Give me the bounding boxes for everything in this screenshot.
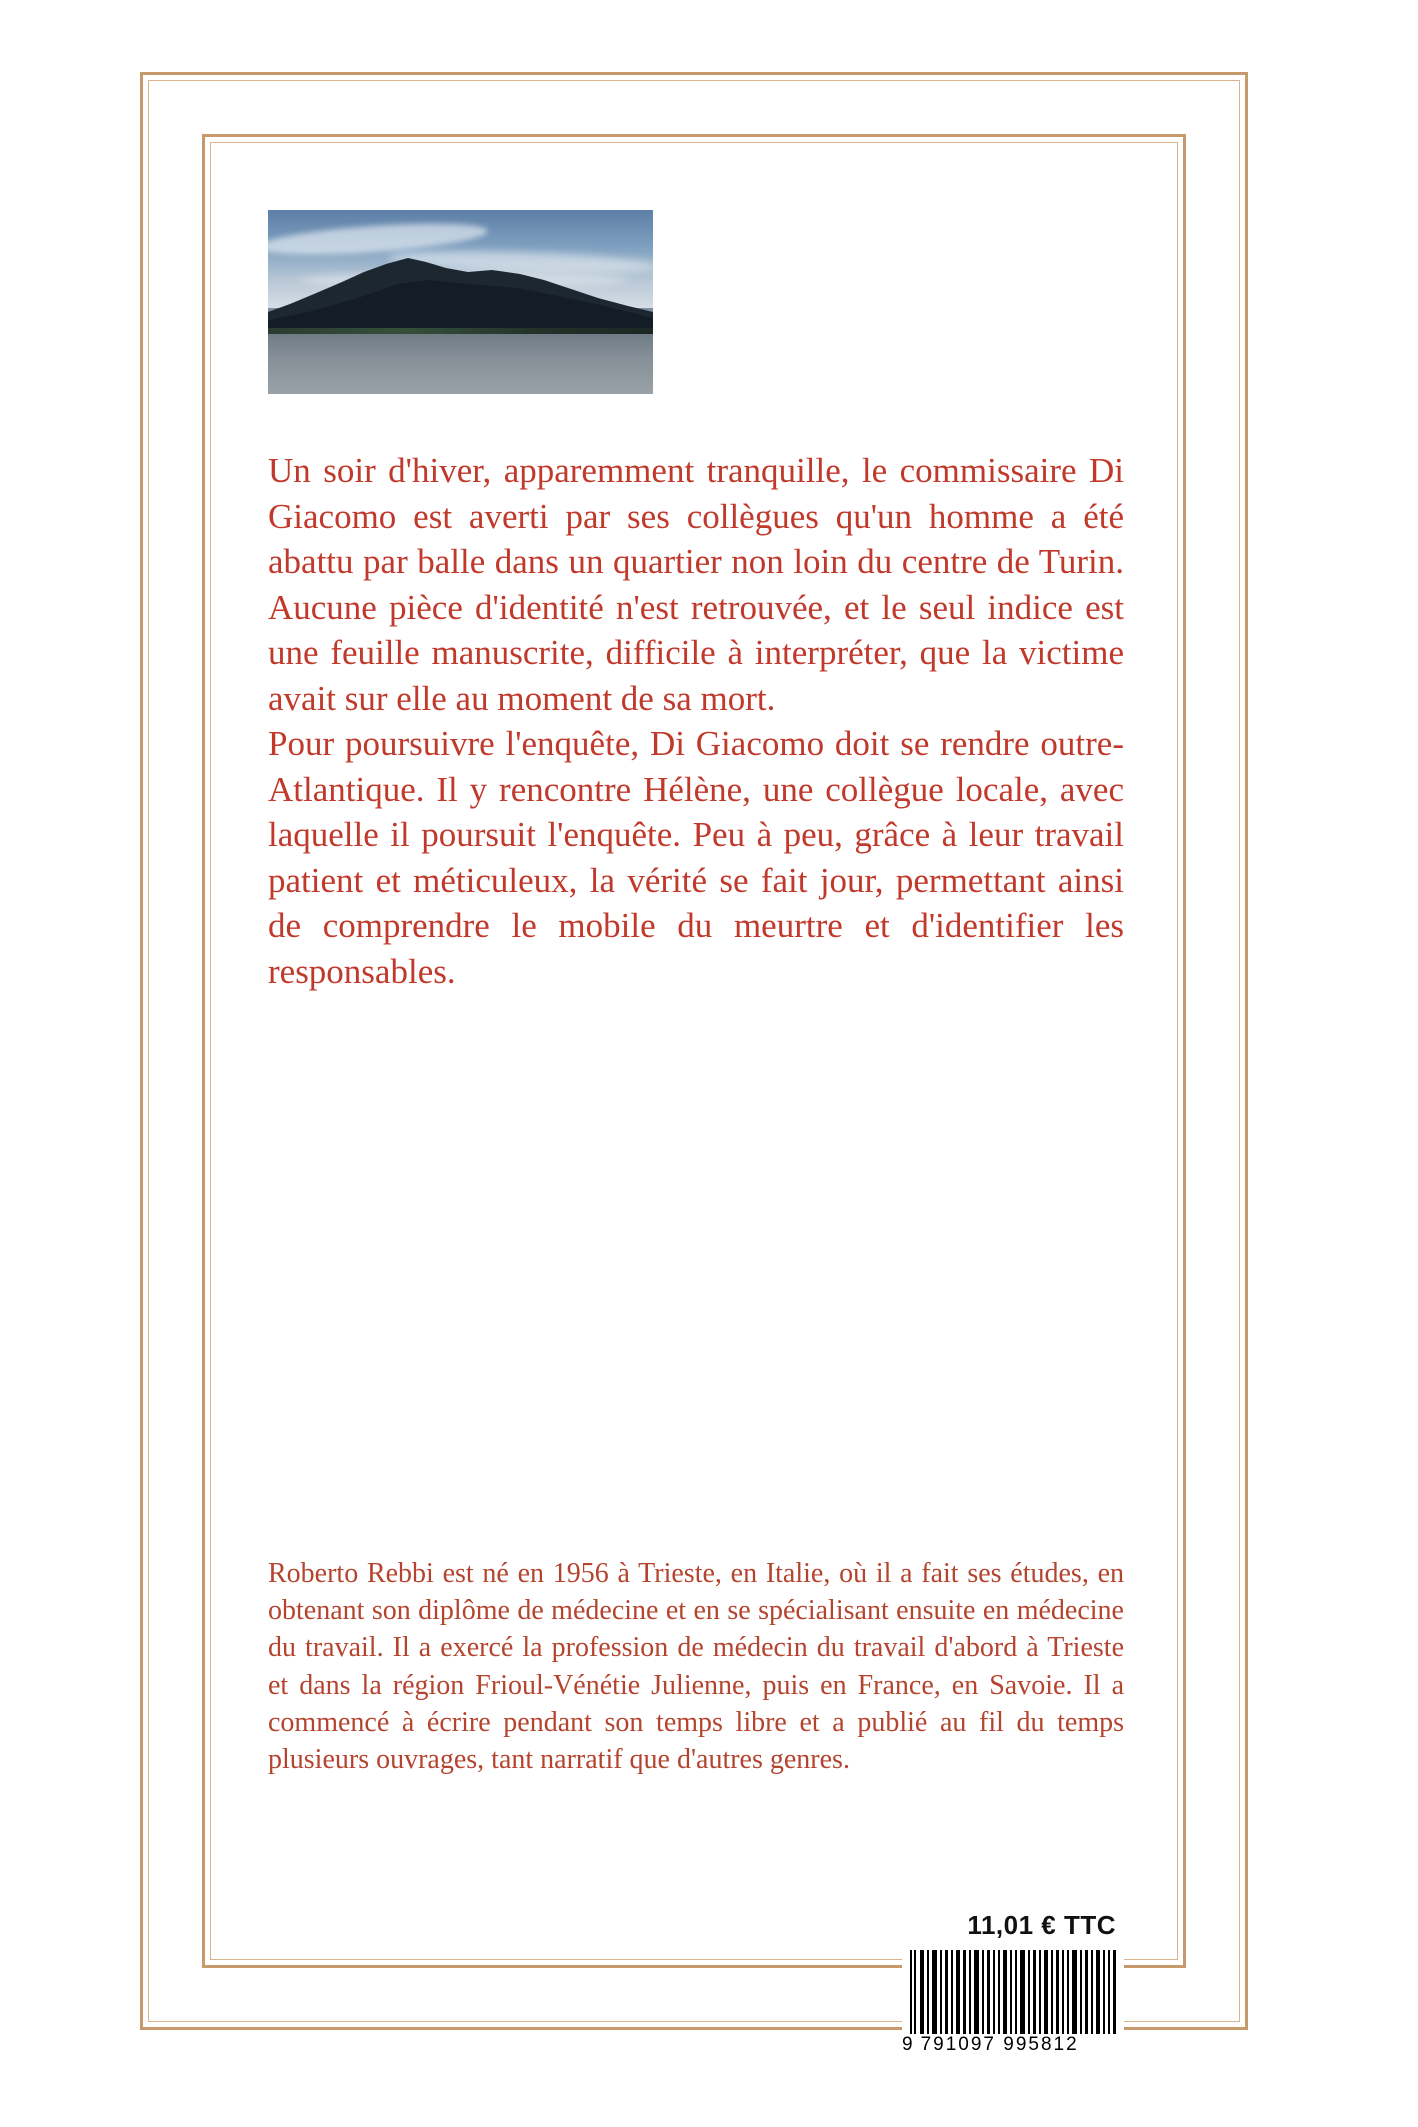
back-cover-blurb xyxy=(268,448,1124,994)
photo-water xyxy=(268,334,653,394)
barcode-bars xyxy=(910,1950,1116,2034)
barcode-group-1: 791097 xyxy=(920,2034,996,2055)
barcode xyxy=(902,1950,1124,2062)
mountain-over-lake-photo xyxy=(268,210,653,394)
barcode-group-2: 995812 xyxy=(1003,2034,1079,2055)
blurb-paragraph-2: Pour poursuivre l'enquête, Di Giacomo doit se rendre outre-Atlantique. Il y rencontre Hélène, une collègue locale, avec laquelle il poursuit l'enquête. Peu à peu, grâce à leur travail patient et méticuleux, la vérité se fait jour, permettant ainsi de comprendre le mobile du meurtre et d'identifier les responsables. xyxy=(268,724,1124,991)
author-bio-text: Roberto Rebbi est né en 1956 à Trieste, en Italie, où il a fait ses études, en obtenant son diplôme de médecine et en se spécialisant ensuite en médecine du travail. Il a exercé la profession de médecin du travail d'abord à Trieste et dans la région Frioul-Vénétie Julienne, puis en France, en Savoie. Il a commencé à écrire pendant son temps libre et a publié au fil du temps plusieurs ouvrages, tant narratif que d'autres genres. xyxy=(268,1558,1124,1776)
book-back-cover xyxy=(140,72,1248,2055)
barcode-digits xyxy=(902,2034,1124,2056)
barcode-lead-digit: 9 xyxy=(902,2034,915,2055)
cover-content xyxy=(268,210,1124,2055)
author-bio xyxy=(268,1555,1124,1778)
price-label: 11,01 € TTC xyxy=(967,1910,1116,1940)
blurb-paragraph-1: Un soir d'hiver, apparemment tranquille, le commissaire Di Giacomo est averti par ses collègues qu'un homme a été abattu par balle dans un quartier non loin du centre de Turin. Aucune pièce d'identité n'est retrouvée, et le seul indice est une feuille manuscrite, difficile à interpréter, que la victime avait sur elle au moment de sa mort. xyxy=(268,451,1124,718)
